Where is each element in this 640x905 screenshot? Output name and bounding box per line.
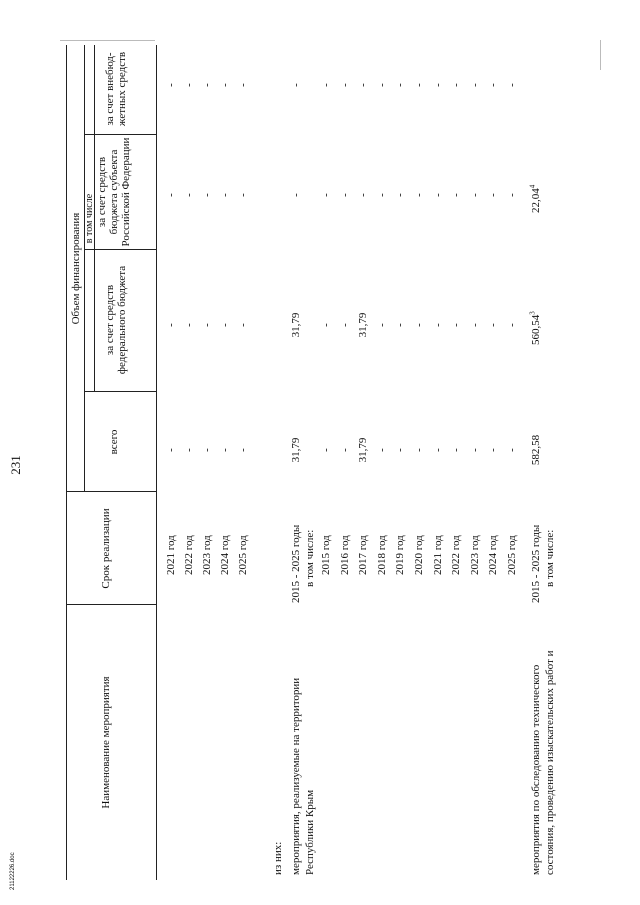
federal-cell: - [338,323,351,327]
period-cell: 2022 год [450,535,463,575]
header-funding: Объем финансирования [70,212,82,325]
extra-cell: - [338,83,351,87]
crimea-name-1: мероприятия, реализуемые на территории [290,677,302,875]
header-regional: за счет средств бюджета субъекта Российской Федерации [96,137,132,247]
total-cell: - [413,448,425,452]
header-extra: за счет внебюд-жетных средств [104,51,128,127]
extra-cell: - [394,83,407,87]
crimea-federal: 31,79 [290,312,302,338]
crimea-sub-label: в том числе: [304,529,316,587]
total-cell: - [487,448,500,452]
total-cell: - [394,448,407,452]
federal-cell: - [237,323,249,327]
period-cell: 2018 год [375,535,388,575]
total-cell: - [237,448,249,452]
total-cell: - [338,448,351,452]
footer-filename: 21122226.doc [10,852,16,890]
extra-cell: - [201,83,213,87]
federal-cell: - [450,323,463,327]
extra-cell: - [431,83,444,87]
extra-cell: - [320,83,332,87]
federal-cell: - [394,323,407,327]
survey-name-2: состояния, проведению изыскательских работ и [544,650,556,875]
extra-cell: - [506,83,518,87]
total-cell: - [165,448,177,452]
total-cell: 31,79 [357,437,370,463]
page-number: 231 [8,455,23,475]
crimea-period: 2015 - 2025 годы [290,524,302,603]
regional-cell: - [375,193,388,197]
survey-total: 582,58 [530,434,542,466]
period-cell: 2023 год [468,535,481,575]
period-cell: 2024 год [219,535,231,575]
period-cell: 2025 год [237,535,249,575]
extra-cell: - [487,83,500,87]
crimea-extra: - [290,83,302,87]
extra-cell: - [219,83,231,87]
extra-cell: - [165,83,177,87]
federal-cell: - [183,323,195,327]
total-cell: - [431,448,444,452]
regional-cell: - [506,193,518,197]
period-cell: 2021 год [165,535,177,575]
federal-cell: - [506,323,518,327]
regional-cell: - [357,193,370,197]
survey-period: 2015 - 2025 годы [530,524,542,603]
period-cell: 2022 год [183,535,195,575]
period-cell: 2019 год [394,535,407,575]
federal-cell: - [375,323,388,327]
period-cell: 2024 год [487,535,500,575]
regional-cell: - [165,193,177,197]
federal-cell: - [219,323,231,327]
extra-cell: - [183,83,195,87]
period-cell: 2025 год [506,535,518,575]
iz-nih-label: из них: [272,841,284,875]
survey-federal: 560,54$^3$ [528,311,542,345]
extra-cell: - [450,83,463,87]
header-federal: за счет средств федерального бюджета [104,265,128,375]
extra-cell: - [237,83,249,87]
total-cell: - [375,448,388,452]
header-total: всего [108,429,120,455]
federal-cell: - [201,323,213,327]
regional-cell: - [450,193,463,197]
federal-cell: - [413,323,425,327]
period-cell: 2015 год [320,535,332,575]
survey-name-1: мероприятия по обследованию технического [530,664,542,875]
federal-cell: - [487,323,500,327]
crimea-name-2: Республики Крым [304,789,316,875]
total-cell: - [201,448,213,452]
regional-cell: - [219,193,231,197]
total-cell: - [450,448,463,452]
federal-cell: - [165,323,177,327]
header-name: Наименование мероприятия [100,676,112,809]
period-cell: 2016 год [338,535,351,575]
extra-cell: - [468,83,481,87]
period-cell: 2020 год [413,535,425,575]
regional-cell: - [394,193,407,197]
total-cell: - [506,448,518,452]
regional-cell: - [413,193,425,197]
regional-cell: - [237,193,249,197]
federal-cell: - [431,323,444,327]
total-cell: - [468,448,481,452]
regional-cell: - [487,193,500,197]
total-cell: - [320,448,332,452]
header-period: Срок реализации [100,508,112,589]
regional-cell: - [183,193,195,197]
survey-regional: 22,04$^4$ [528,184,542,213]
total-cell: - [219,448,231,452]
regional-cell: - [201,193,213,197]
extra-cell: - [413,83,425,87]
period-cell: 2017 год [357,535,370,575]
regional-cell: - [338,193,351,197]
period-cell: 2023 год [201,535,213,575]
extra-cell: - [375,83,388,87]
header-including: в том числе [84,193,95,244]
regional-cell: - [468,193,481,197]
regional-cell: - [431,193,444,197]
survey-sub-label: в том числе: [544,529,556,587]
federal-cell: - [320,323,332,327]
total-cell: - [183,448,195,452]
federal-cell: 31,79 [357,312,370,338]
federal-cell: - [468,323,481,327]
extra-cell: - [357,83,370,87]
crimea-regional: - [290,193,302,197]
crimea-total: 31,79 [290,437,302,463]
period-cell: 2021 год [431,535,444,575]
regional-cell: - [320,193,332,197]
